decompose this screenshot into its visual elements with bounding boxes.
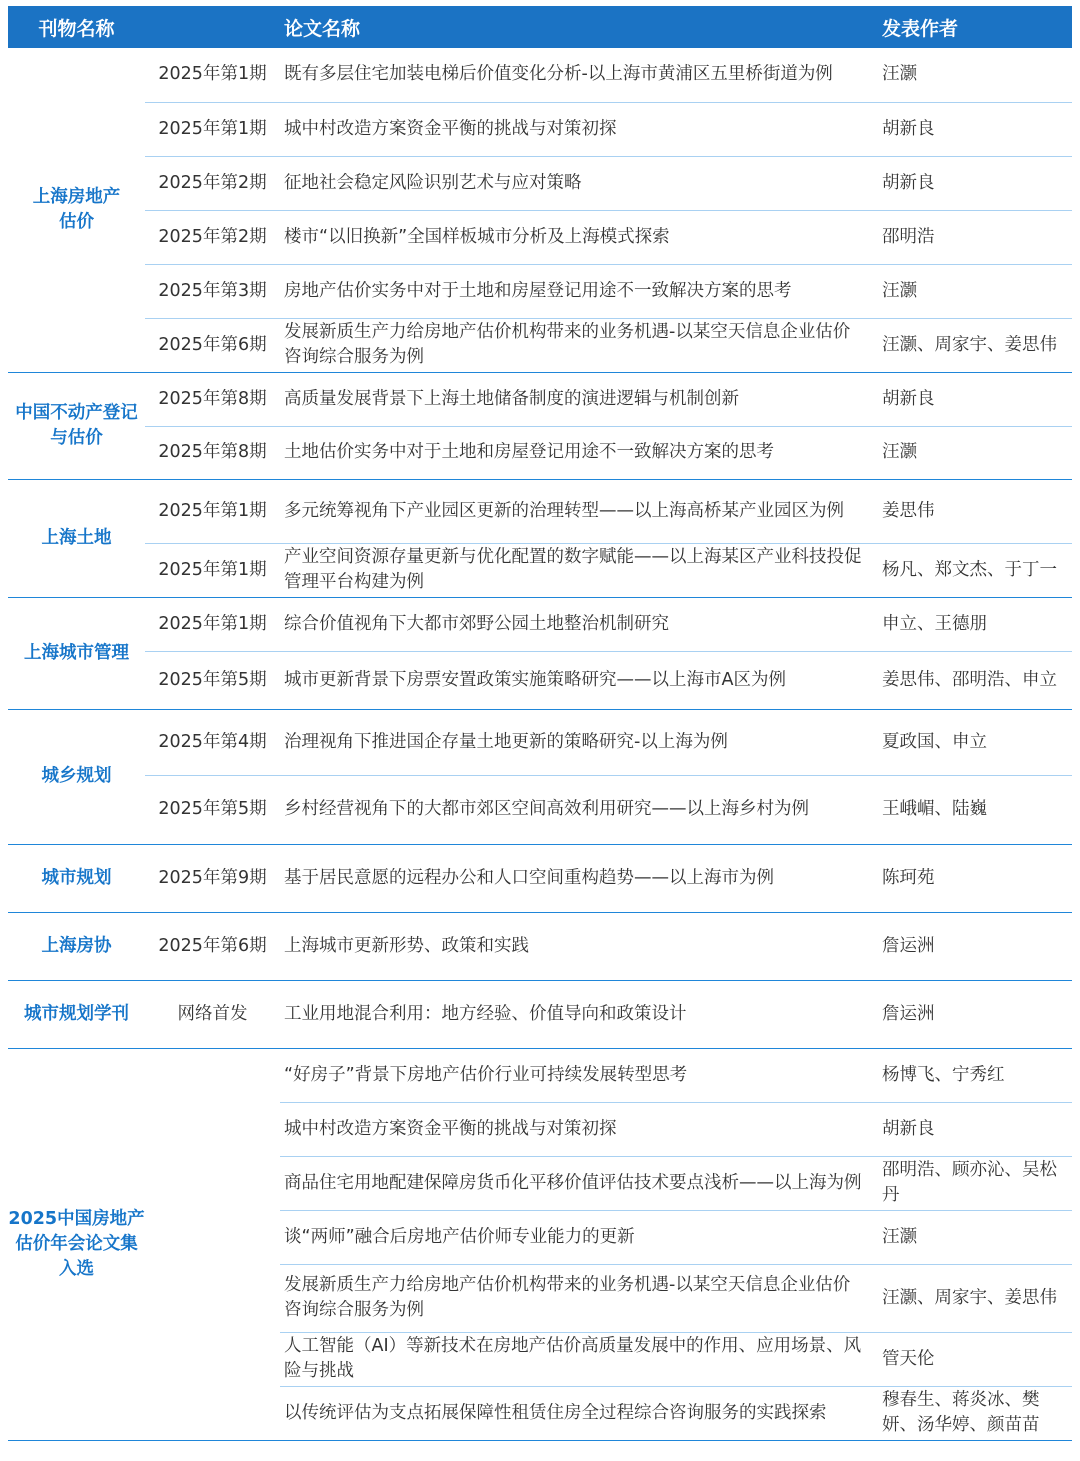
- journal-name: 上海土地: [8, 479, 145, 597]
- author-names: 王峨嵋、陆巍: [876, 775, 1072, 844]
- issue-cell: [145, 1156, 280, 1210]
- issue-cell: [145, 1210, 280, 1264]
- author-names: 申立、王德朋: [876, 597, 1072, 651]
- header-journal: 刊物名称: [8, 6, 145, 48]
- paper-title: 征地社会稳定风险识别艺术与应对策略: [280, 156, 876, 210]
- issue-cell: 2025年第1期: [145, 48, 280, 102]
- author-names: 汪灏、周家宇、姜思伟: [876, 1264, 1072, 1332]
- journal-name: 城乡规划: [8, 709, 145, 844]
- table-header-row: [8, 6, 1072, 48]
- table-row: [8, 1210, 1072, 1264]
- paper-title: 既有多层住宅加装电梯后价值变化分析-以上海市黄浦区五里桥街道为例: [280, 48, 876, 102]
- issue-cell: 2025年第6期: [145, 912, 280, 980]
- issue-cell: 2025年第1期: [145, 479, 280, 543]
- author-names: 汪灏: [876, 48, 1072, 102]
- author-names: 陈珂苑: [876, 844, 1072, 912]
- issue-cell: 网络首发: [145, 980, 280, 1048]
- issue-cell: 2025年第5期: [145, 775, 280, 844]
- author-names: 胡新良: [876, 156, 1072, 210]
- issue-cell: 2025年第5期: [145, 651, 280, 709]
- paper-title: 发展新质生产力给房地产估价机构带来的业务机遇-以某空天信息企业估价咨询综合服务为例: [280, 318, 876, 372]
- journal-name: 上海房协: [8, 912, 145, 980]
- issue-cell: 2025年第8期: [145, 426, 280, 479]
- author-names: 杨博飞、宁秀红: [876, 1048, 1072, 1102]
- table-row: [8, 1048, 1072, 1102]
- issue-cell: 2025年第2期: [145, 156, 280, 210]
- author-names: 姜思伟: [876, 479, 1072, 543]
- issue-cell: 2025年第2期: [145, 210, 280, 264]
- paper-title: 基于居民意愿的远程办公和人口空间重构趋势——以上海市为例: [280, 844, 876, 912]
- issue-cell: [145, 1048, 280, 1102]
- issue-cell: [145, 1386, 280, 1440]
- author-names: 管天伦: [876, 1332, 1072, 1386]
- table-row: [8, 597, 1072, 651]
- author-names: 姜思伟、邵明浩、申立: [876, 651, 1072, 709]
- table-row: [8, 318, 1072, 372]
- table-row: [8, 1264, 1072, 1332]
- table-row: [8, 1386, 1072, 1440]
- issue-cell: 2025年第8期: [145, 372, 280, 426]
- issue-cell: 2025年第3期: [145, 264, 280, 318]
- table-row: [8, 912, 1072, 980]
- issue-cell: [145, 1332, 280, 1386]
- author-names: 汪灏: [876, 264, 1072, 318]
- table-row: [8, 156, 1072, 210]
- table-row: [8, 372, 1072, 426]
- table-row: [8, 48, 1072, 102]
- journal-name: 上海房地产 估价: [8, 48, 145, 372]
- paper-title: 综合价值视角下大都市郊野公园土地整治机制研究: [280, 597, 876, 651]
- author-names: 穆春生、蒋炎冰、樊妍、汤华婷、颜苗苗: [876, 1386, 1072, 1440]
- issue-cell: [145, 1264, 280, 1332]
- paper-title: 城中村改造方案资金平衡的挑战与对策初探: [280, 102, 876, 156]
- issue-cell: 2025年第6期: [145, 318, 280, 372]
- table-row: [8, 426, 1072, 479]
- paper-title: 房地产估价实务中对于土地和房屋登记用途不一致解决方案的思考: [280, 264, 876, 318]
- paper-title: 上海城市更新形势、政策和实践: [280, 912, 876, 980]
- author-names: 胡新良: [876, 102, 1072, 156]
- table-row: [8, 1156, 1072, 1210]
- paper-title: “好房子”背景下房地产估价行业可持续发展转型思考: [280, 1048, 876, 1102]
- paper-title: 治理视角下推进国企存量土地更新的策略研究-以上海为例: [280, 709, 876, 775]
- paper-title: 谈“两师”融合后房地产估价师专业能力的更新: [280, 1210, 876, 1264]
- paper-title: 人工智能（AI）等新技术在房地产估价高质量发展中的作用、应用场景、风险与挑战: [280, 1332, 876, 1386]
- journal-name: 城市规划: [8, 844, 145, 912]
- journal-name: 中国不动产登记 与估价: [8, 372, 145, 479]
- header-issue: [145, 6, 280, 48]
- table-row: [8, 210, 1072, 264]
- table-row: [8, 844, 1072, 912]
- table-row: [8, 264, 1072, 318]
- paper-title: 城中村改造方案资金平衡的挑战与对策初探: [280, 1102, 876, 1156]
- issue-cell: 2025年第4期: [145, 709, 280, 775]
- author-names: 杨凡、郑文杰、于丁一: [876, 543, 1072, 597]
- table-body: [8, 48, 1072, 1440]
- paper-title: 高质量发展背景下上海土地储备制度的演进逻辑与机制创新: [280, 372, 876, 426]
- table-row: [8, 479, 1072, 543]
- publications-table: [8, 6, 1072, 1441]
- author-names: 邵明浩、顾亦沁、吴松丹: [876, 1156, 1072, 1210]
- paper-title: 楼市“以旧换新”全国样板城市分析及上海模式探索: [280, 210, 876, 264]
- author-names: 汪灏: [876, 426, 1072, 479]
- paper-title: 商品住宅用地配建保障房货币化平移价值评估技术要点浅析——以上海为例: [280, 1156, 876, 1210]
- author-names: 胡新良: [876, 1102, 1072, 1156]
- issue-cell: 2025年第1期: [145, 597, 280, 651]
- author-names: 詹运洲: [876, 980, 1072, 1048]
- table-row: [8, 980, 1072, 1048]
- table-row: [8, 775, 1072, 844]
- table-row: [8, 709, 1072, 775]
- journal-name: 城市规划学刊: [8, 980, 145, 1048]
- issue-cell: 2025年第1期: [145, 543, 280, 597]
- paper-title: 以传统评估为支点拓展保障性租赁住房全过程综合咨询服务的实践探索: [280, 1386, 876, 1440]
- paper-title: 多元统筹视角下产业园区更新的治理转型——以上海高桥某产业园区为例: [280, 479, 876, 543]
- table-row: [8, 1102, 1072, 1156]
- paper-title: 土地估价实务中对于土地和房屋登记用途不一致解决方案的思考: [280, 426, 876, 479]
- issue-cell: 2025年第1期: [145, 102, 280, 156]
- author-names: 邵明浩: [876, 210, 1072, 264]
- journal-name: 2025中国房地产估价年会论文集 入选: [8, 1048, 145, 1440]
- table-row: [8, 1332, 1072, 1386]
- author-names: 汪灏: [876, 1210, 1072, 1264]
- paper-title: 工业用地混合利用：地方经验、价值导向和政策设计: [280, 980, 876, 1048]
- issue-cell: 2025年第9期: [145, 844, 280, 912]
- paper-title: 乡村经营视角下的大都市郊区空间高效利用研究——以上海乡村为例: [280, 775, 876, 844]
- author-names: 夏政国、申立: [876, 709, 1072, 775]
- header-paper: 论文名称: [280, 6, 876, 48]
- author-names: 胡新良: [876, 372, 1072, 426]
- paper-title: 产业空间资源存量更新与优化配置的数字赋能——以上海某区产业科技投促管理平台构建为例: [280, 543, 876, 597]
- author-names: 詹运洲: [876, 912, 1072, 980]
- issue-cell: [145, 1102, 280, 1156]
- header-author: 发表作者: [876, 6, 1072, 48]
- journal-name: 上海城市管理: [8, 597, 145, 709]
- paper-title: 发展新质生产力给房地产估价机构带来的业务机遇-以某空天信息企业估价咨询综合服务为例: [280, 1264, 876, 1332]
- table-row: [8, 651, 1072, 709]
- author-names: 汪灏、周家宇、姜思伟: [876, 318, 1072, 372]
- paper-title: 城市更新背景下房票安置政策实施策略研究——以上海市A区为例: [280, 651, 876, 709]
- table-row: [8, 543, 1072, 597]
- table-row: [8, 102, 1072, 156]
